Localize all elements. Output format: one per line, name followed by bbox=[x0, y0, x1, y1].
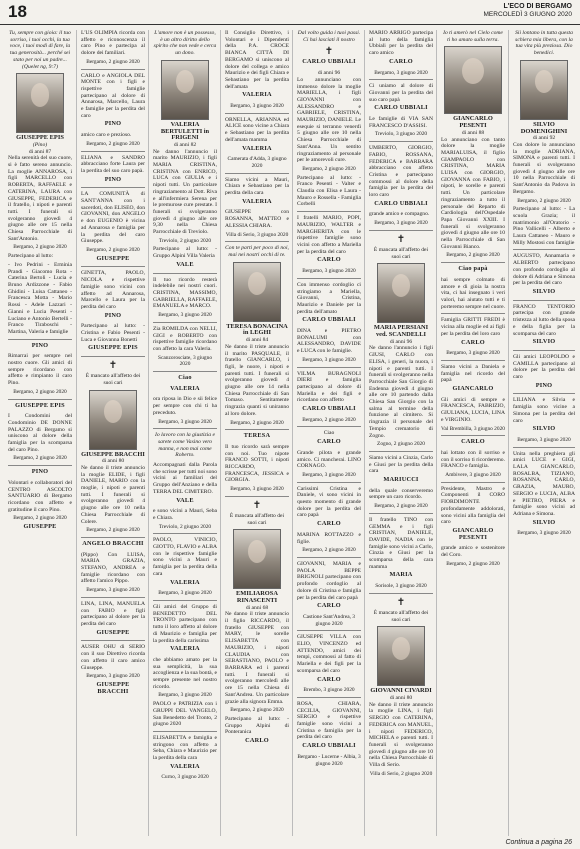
age: di anni 92 bbox=[532, 135, 556, 142]
notice-name: VALERIA bbox=[242, 197, 272, 205]
notice-text: GIOVANNI, MARIA e PAOLA BEPPE BRIGNOLI partecipano con profondo cordoglio al dolore di Cristina e famiglia per la perdita del caro papà bbox=[297, 561, 361, 601]
notice-text: MARIO ARRIGO partecipa al lutto della famiglia Ubbiali per la perdita del caro amico bbox=[369, 30, 433, 57]
notice-text: Ci uniamo al dolore di Giovanni per la perdita del suo caro papà bbox=[369, 83, 433, 103]
divider bbox=[297, 557, 361, 558]
divider bbox=[513, 447, 575, 448]
notice-name: PINO bbox=[535, 381, 553, 389]
notice-name: GIANCARLO bbox=[452, 385, 494, 393]
divider bbox=[297, 278, 361, 279]
notice-date: Bergamo, 2 giugno 2020 bbox=[230, 419, 284, 426]
notice-text: Siamo vicini a Daniela e famiglia nel ricordo del papà bbox=[441, 363, 505, 384]
notice-name: GIUSEPPE bbox=[23, 523, 57, 531]
portrait-photo bbox=[520, 60, 568, 120]
divider bbox=[153, 322, 217, 323]
page-header bbox=[0, 0, 580, 25]
notice-text: grande amico e sostenitore del Coro. bbox=[441, 545, 505, 559]
divider bbox=[153, 600, 217, 601]
notice-text: Siamo vicini a Cinzia, Carlo e Giusi per la perdita della cara bbox=[369, 454, 433, 475]
deceased-name: GIOVANNI CIVARDI bbox=[370, 687, 432, 695]
notice-date: Treviolo, 3 giugno 2020 bbox=[374, 131, 428, 138]
divider bbox=[81, 640, 145, 641]
notice-date: Bergamo, 3 giugno 2020 bbox=[158, 418, 212, 425]
notice-name: CARLO UBBIALI bbox=[374, 199, 428, 207]
notice-text: Il fratello TINO con GEMMA e i figli CRISTIAN, DANIELE, DAVIDE, NADIA con le famiglie sono vicini a Carlo, Cinzia e Giusi per la scomparsa della cara mamma bbox=[369, 516, 433, 570]
divider bbox=[441, 435, 505, 436]
notice-text: Il Consiglio Direttivo, i Volontari e i Dipendenti della P.A. CROCE BIANCA CITTÀ DI BERGAMO si uniscono al dolore del collega e amico Maurizio e dei figli Chiara e Sebastiano per la perdita dell'amata bbox=[225, 30, 289, 90]
notice-date: Bergamo, 2 giugno 2020 bbox=[13, 388, 67, 395]
notice-name: VALERIA bbox=[170, 645, 200, 653]
age: di anni 80 bbox=[389, 695, 413, 701]
notice-name: SILVIO bbox=[532, 425, 556, 433]
divider bbox=[297, 482, 361, 483]
notice-text: L'US OLIMPIA ricorda con affetto e riconoscenza il caro Pino e partecipa al dolore dei familiari. bbox=[81, 30, 145, 57]
deceased-name: SILVIO DOMENIGHINI bbox=[520, 120, 568, 135]
divider bbox=[225, 241, 289, 242]
notice-date: Bergamo, 3 giugno 2020 bbox=[374, 220, 428, 227]
notice-text: Le famiglie di VIA SAN FRANCESCO D'ASSISI. bbox=[369, 116, 433, 129]
deceased-name: GIANCARLO PESENTI bbox=[453, 115, 493, 130]
notice-name: CARLO bbox=[245, 737, 269, 745]
notice-date: Bergamo, 2 giugno 2020 bbox=[86, 140, 140, 147]
notice-date: Bergamo, 3 giugno 2020 bbox=[517, 530, 571, 537]
notice-date: Bergamo, 2 giugno 2020 bbox=[302, 547, 356, 554]
quote: Dal volto guida i tuoi passi. Ci hai lasciati il nostro bbox=[297, 30, 361, 43]
age: di anni 96 bbox=[389, 338, 413, 345]
notice-name: PINO bbox=[104, 120, 122, 128]
divider bbox=[369, 513, 433, 514]
notice-date: Camerata d'Adda, 3 giugno 2020 bbox=[227, 156, 287, 169]
divider bbox=[153, 428, 217, 429]
notice-text: ELISABETTA e famiglia e stringono con affetto a Seba, Chiara e Maurizio per la perdita della cara bbox=[153, 734, 217, 762]
divider bbox=[441, 360, 505, 361]
notice-text: Partecipano al lutto: - Gruppo Alpini di Ponteranica bbox=[225, 715, 289, 736]
notice-text: VILMA BURAGNOLI DIERI e famiglia partecipano al dolore di Mariella e dei figli e ricordano con affetto bbox=[297, 370, 361, 404]
divider bbox=[81, 187, 145, 188]
divider bbox=[297, 630, 361, 631]
divider bbox=[8, 465, 72, 466]
divider bbox=[513, 393, 575, 394]
notice-text: Rimarrai per sempre nel nostro cuore. Gli amici di sempre ricordano con affetto e rimpianto il caro Pino. bbox=[8, 353, 72, 387]
portrait-photo bbox=[233, 529, 281, 589]
notice-name: CARLO bbox=[317, 520, 341, 528]
age: di anni 84 bbox=[245, 337, 269, 344]
column-5 bbox=[292, 30, 365, 836]
notice-text: Ne danno l'annuncio i figli GIUSI, CARLO con ELISA, i generi, la nuora, i nipoti e parenti tutti. I funerali si svolgeranno nella Parrocchiale San Giorgio di Endenna giovedì 4 giugno alle ore 10 partendo dalla Chiesa San Giorgio con la salma al termine della funzione al cimitero. Si ringrazia il personale del Tempio crematorio di Zogno. bbox=[369, 345, 433, 439]
quote: Io ti amerò nel Cielo come ti ho amato sulla terra. bbox=[443, 30, 503, 43]
notice-text: Ne danno il triste annuncio il figlio RICCARDO, il fratello GIUSEPPE con MARY, le sorelle ELISABETTA con MAURIZIO, i nipoti CLAUDIA con SEBASTIANO, PAOLO e BARBARA ed i parenti tutti. I funerali si svolgeranno mercoledì alle ore 15 nella Chiesa di Sant'Andrea. Un particolare grazie alla signora Emma. bbox=[225, 611, 289, 705]
notice-name: CARLO UBBIALI bbox=[302, 316, 356, 324]
divider bbox=[225, 173, 289, 174]
notice-date: Ambivere, 3 giugno 2020 bbox=[445, 472, 501, 479]
notice-text: DINA e PIETRO BONALUMI con ALESSANDRO, DAVIDE e LUCA con le famiglie. bbox=[297, 328, 361, 355]
notice-text: Famiglia GRITTI FREDI è vicina alla moglie ed ai figli per la perdita del loro caro bbox=[441, 317, 505, 337]
notice-date: Bergamo, 2 giugno 2020 bbox=[302, 416, 356, 423]
notice-date: Bergamo, 2 giugno 2020 bbox=[302, 165, 356, 172]
notice-name: MARIUCCI bbox=[383, 476, 419, 484]
divider bbox=[369, 230, 433, 231]
notice-text: Lo annunciano con tanto dolore la moglie MARIALUISA, il figlio GIAMPAOLO con CRISTINA, MARIA LUISA con GIORGIO, GIOVANNA con FABIO, i nipoti, le sorelle e parenti tutti. Un particolare ringraziamento a tutto il personale del Reparto di Cardiologia dell'Ospedale Papa Giovanni XXIII. I funerali si svolgeranno giovedì 4 giugno alle ore 10 nella Parrocchiale di San Giovanni Bianco. bbox=[441, 136, 505, 250]
deceased-name: EMILIAROSA RINASCENTI bbox=[236, 590, 278, 604]
notice-text: Volontari e collaboratori del CENTRO ASCOLTO SANTUARIO di Bergamo ricordano con affetto e gratitudine il caro Pino. bbox=[8, 479, 72, 513]
notice-text: PAOLO, VINICIO, GIOTTO, FLAVIO e ALBA con le rispettive famiglie sono vicini a Mauri e famiglia per la perdita della cara bbox=[153, 537, 217, 577]
divider bbox=[297, 697, 361, 698]
notice-text: UMBERTO, GIORGIO, FABIO, ROSSANA, FEDERICA e BARBARA abbracciano con affetto Cristina e partecipano commossi al dolore della famiglia per la perdita del loro caro bbox=[369, 145, 433, 199]
portrait-photo bbox=[444, 46, 502, 114]
notice-text: Gli amici di sempre e FRANCESCA, FABRIZIO, GIULIANA, LUCIA, LINA e VIRGINIO. bbox=[441, 396, 505, 423]
notice-name: PINO bbox=[31, 341, 49, 349]
column-2 bbox=[76, 30, 149, 836]
notice-name: CARLO bbox=[317, 602, 341, 610]
column-8 bbox=[508, 30, 579, 836]
notice-text: hai lottato con il sorriso e con il sorriso ti ricorderemo. FRANCO e famiglia. bbox=[441, 449, 505, 470]
portrait-photo bbox=[89, 390, 137, 450]
age: di anni 88 bbox=[461, 129, 485, 136]
notice-text: Grande pilota e grande amico. Ci mancherai. LINO CORNAGO. bbox=[297, 449, 361, 470]
notice-text: Partecipano al lutto: - La scuola Grazia; il matrimonio all'Oratorio - Pino Vallicelli - Alberto e Laura Cattaneo - Mauro e Milly Mostosi con famiglie bbox=[513, 206, 575, 246]
quote: Sii lontano in tutta questa schiera mia libera, con la tua vita più preziosa. Dio benedici. bbox=[515, 30, 573, 57]
notice-text: AUGUSTO, Annamaria e ALBERTO partecipano con profondo cordoglio al dolore di Adriana e Simona per la perdita del caro bbox=[513, 253, 575, 287]
notice-date: Bergamo, 3 giugno 2020 bbox=[302, 268, 356, 275]
notice-text: Carissimi Cristina e Daniele, vi sono vicini in questo momento di grande dolore per la perdita del caro papà bbox=[297, 485, 361, 519]
masthead bbox=[484, 3, 573, 19]
notice-intro: È mancato all'affetto dei suoi cari bbox=[85, 373, 141, 386]
notice-text: Siamo vicini a Mauri, Chiara e Sebastiano per la perdita della cara bbox=[225, 176, 289, 197]
notice-date: Val Brembilla, 3 giugno 2020 bbox=[441, 425, 505, 432]
notice-date: Curno, 3 giugno 2020 bbox=[161, 774, 209, 781]
notice-name: CARLO bbox=[461, 338, 485, 346]
notice-name: VALERIA bbox=[170, 578, 200, 586]
cross-icon: ✝ bbox=[252, 499, 262, 511]
notice-name: SILVIO bbox=[532, 287, 556, 295]
notice-intro: È mancata all'affetto dei suoi cari bbox=[373, 246, 429, 260]
deceased-name: GIUSEPPE EPIS bbox=[16, 134, 64, 142]
notice-text: ORNELLA, ARIANNA ed ALICE sono vicine a Chiara e Sebastiano per la perdita dell'amata mamma bbox=[225, 116, 289, 143]
age: di anni 80 bbox=[101, 458, 125, 465]
notice-text: Il tuo ricordo sarà sempre con noi. Tuo nipote FRANCO SOTTI, i nipoti RICCARDO, FRANCESCA, JESSICA e GIORGIA. bbox=[225, 443, 289, 484]
notice-name: PINO bbox=[104, 175, 122, 183]
quote: Tu, sempre con gioia: il tuo sorriso, i tuoi occhi, la tua voce, i tuoi modi di fare, la tua generosità... perché sei stato per noi un padre... (Quelet ng, 9:7) bbox=[9, 30, 71, 70]
portrait-photo bbox=[16, 73, 64, 133]
notice-text: CARLO e ANGIOLA DEL MONTE con i figli e rispettive famiglie partecipano al dolore di Annarosa, Marcello, Laura e famiglie per la perdita del caro bbox=[81, 72, 145, 119]
divider bbox=[8, 399, 72, 400]
notice-text: Lo annunciano con immenso dolore la moglie MARIELLA, i figli GIOVANNI con ALESSANDRO e GABRIELE, CRISTINA, MAURIZIO, DANIELE. Le esequie si terranno venerdì 5 giugno alle ore 10 nella Chiesa Parrocchiale di Sant'Anna. Un sentito ringraziamento al personale per le amorevoli cure. bbox=[297, 76, 361, 164]
notice-text: Ne danno il triste annuncio la moglie ELIDE, i figli DANIELE, MARIO con la moglie, i nipoti e parenti tutti. I funerali si svolgeranno giovedì 4 giugno alle ore 10 nella Chiesa Parrocchiale di Colere. bbox=[81, 464, 145, 525]
quote: Con te parti per poco di noi, mai nei nostri occhi di te. bbox=[225, 245, 289, 258]
divider bbox=[441, 262, 505, 263]
nickname: (Pino) bbox=[32, 141, 48, 148]
notice-text: GIUSEPPE con ROSANNA, MATTEO e ALESSIA CHIARA. bbox=[225, 209, 289, 229]
deceased-name: VALERIA BERTULETTI in FRIGENI bbox=[160, 120, 210, 142]
divider bbox=[441, 482, 505, 483]
divider bbox=[153, 731, 217, 732]
notice-name: GIUSEPPE BRACCHI bbox=[96, 680, 130, 695]
notice-date: Bergamo, 2 giugno 2020 bbox=[374, 503, 428, 510]
notice-name: ANGELO BRACCHI bbox=[82, 539, 144, 547]
notice-name: VALE bbox=[176, 496, 194, 504]
page-number: 18 bbox=[8, 2, 27, 21]
notice-intro: È mancato all'affetto dei suoi cari bbox=[373, 609, 429, 623]
notice-text: Il tuo ricordo resterà indelebile nei nostri cuori. CRISTINA, MASSIMO, GABRIELLA, RAFFAELE, EMANUELA e MARCO. bbox=[153, 276, 217, 310]
age: di anni 68 bbox=[245, 604, 269, 611]
notice-name: Ciao papà bbox=[458, 265, 488, 273]
divider bbox=[81, 69, 145, 70]
age: di anni 96 bbox=[317, 70, 341, 77]
notice-date: Bergamo, 3 giugno 2020 bbox=[158, 590, 212, 597]
divider bbox=[369, 451, 433, 452]
notice-text: I Condomini del Condominio DE DONNE PALAZZO di Bergamo si uniscono al dolore della famiglia per la scomparsa del caro Pino. bbox=[8, 413, 72, 453]
notice-text: I fratelli MARIO, POPI, MAURIZIO, WALTER e MARGHERITA con le rispettive famiglie sono vicini con affetto a Mariella per la perdita del caro bbox=[297, 215, 361, 255]
continued-note: Continua a pagina 26 bbox=[505, 839, 572, 846]
notice-text: Ne danno l'annuncio il marito MAURIZIO, i figli MARIA CRISTINA, CRISTINA con ENRICO, LUCA con GIULIA e i nipoti tutti. Un particolare ringraziamento al Dott. Riva e all'infermiera Serena per le premurose cure prestate. I funerali si svolgeranno giovedì 4 giugno alle ore 9,30 nella Chiesa Parrocchiale di Treviolo. bbox=[153, 148, 217, 236]
notice-date: Scanzorosciate, 3 giugno 2020 bbox=[157, 354, 213, 368]
notice-date: Bergamo, 3 giugno 2020 bbox=[158, 692, 212, 699]
column-7 bbox=[436, 30, 509, 836]
divider bbox=[153, 273, 217, 274]
issue-date: MERCOLEDÌ 3 GIUGNO 2020 bbox=[483, 11, 572, 18]
notice-name: VALERIA bbox=[170, 762, 200, 770]
age: di anni 82 bbox=[173, 141, 197, 148]
notice-name: Ciao bbox=[178, 374, 192, 382]
notice-date: Bergamo, 3 giugno 2020 bbox=[86, 587, 140, 594]
notice-name: SILVIO bbox=[532, 338, 556, 346]
notice-date: Bergamo, 3 giugno 2020 bbox=[302, 471, 356, 478]
divider bbox=[8, 339, 72, 340]
divider bbox=[225, 113, 289, 114]
notice-date: Bergamo, 3 giugno 2020 bbox=[86, 673, 140, 680]
notice-name: TERESA bbox=[243, 432, 271, 440]
divider bbox=[81, 537, 145, 538]
divider bbox=[297, 211, 361, 212]
divider bbox=[513, 300, 575, 301]
notice-text: PAOLO e PATRIZIA con i GRUPPI DEL VANGELO, San Benedetto del Tronto, 2 giugno 2020 bbox=[153, 701, 217, 728]
divider bbox=[153, 533, 217, 534]
notice-text: della quale conserveremo sempre un caro ricordo. bbox=[369, 487, 433, 501]
notice-text: grande amico e compagno. bbox=[369, 211, 430, 218]
notice-date: Villa di Serio, 2 giugno 2020 bbox=[369, 770, 433, 777]
cross-icon: ✝ bbox=[108, 360, 118, 372]
notice-date: Bergamo, 2 giugno 2020 bbox=[517, 197, 571, 204]
notice-name: VALERIA bbox=[242, 144, 272, 152]
notice-name: SILVIO bbox=[532, 518, 556, 526]
divider bbox=[81, 597, 145, 598]
notice-date: Treviolo, 2 giugno 2020 bbox=[158, 523, 212, 530]
divider bbox=[369, 141, 433, 142]
notice-text: MARINA ROTTAZZO e figlie. bbox=[297, 531, 361, 545]
notice-text: ELIANA e SANDRO abbracciano forte Laura per la perdita del suo caro papà. bbox=[81, 154, 145, 174]
notice-text: amico caro e prezioso. bbox=[81, 132, 132, 139]
column-3 bbox=[148, 30, 221, 836]
notice-text: ROSA, CHIARA, CECILIA, GIOVANNI, SERGIO e rispettive famiglie sono vicini a Cristina e famiglia per la perdita del caro bbox=[297, 700, 361, 741]
notice-text: Presidente, Mastro e Componenti il CORO FIORDIMONTE profondamente addolorati, sono vicini alla famiglia del caro bbox=[441, 485, 505, 526]
notice-date: Bergamo, 3 giugno 2020 bbox=[302, 356, 356, 363]
portrait-photo bbox=[233, 262, 281, 322]
notice-date: Bergamo, 3 giugno 2020 bbox=[230, 103, 284, 110]
deceased-name: GIUSEPPE BRACCHI bbox=[81, 450, 145, 458]
list-title: Partecipano al lutto: bbox=[8, 253, 54, 260]
notice-name: GIUSEPPE EPIS bbox=[88, 344, 138, 352]
notice-date: Treviolo, 2 giugno 2020 bbox=[158, 237, 212, 244]
notice-name: VALERIA bbox=[170, 384, 200, 392]
notice-text: (Pippo) Con LUISA, MARIA GRAZIA, STEFANO, ANDREA e famiglie ricordano con affetto l'amico Pippo. bbox=[81, 551, 145, 585]
notice-date: Bergamo, 2 giugno 2020 bbox=[86, 527, 140, 534]
notice-text: Gli amici del Gruppo di BENEDETTO DEL TRONTO partecipano con tutto il loro affetto al dolore di Maurizio e famiglia per la perdita della carissima bbox=[153, 604, 217, 644]
notice-date: Bergamo, 3 giugno 2020 bbox=[374, 69, 428, 76]
notice-text: Con immenso cordoglio ci stringiamo a Mariella, Giovanni, Cristina, Maurizio e Daniele per la perdita dell'amato bbox=[297, 281, 361, 315]
notice-date: Bergamo, 2 giugno 2020 bbox=[86, 246, 140, 253]
column-6 bbox=[364, 30, 437, 836]
notice-date: Bergamo, 2 giugno 2020 bbox=[446, 252, 500, 259]
quote: L'amore non è un possesso, è un altro diritto dello spirito che non vede e cerca un dono. bbox=[153, 30, 217, 57]
notice-name: CARLO UBBIALI bbox=[302, 742, 356, 750]
notice-date: Bergamo, 2 giugno 2020 bbox=[446, 560, 500, 567]
notice-text: Ne danno il triste annuncio la moglie LINA, i figli SERGIO con CATERINA, FEDERICA con MANUEL, i nipoti FEDERICO, MICHELA e parenti tutti. I funerali si svolgeranno giovedì 4 giugno alle ore 10 nella Chiesa Parrocchiale di Villa di Serio. bbox=[369, 701, 433, 769]
notice-date: Villa di Serio, 3 giugno 2020 bbox=[225, 231, 289, 238]
divider bbox=[369, 593, 433, 594]
notice-name: CARLO UBBIALI bbox=[374, 104, 428, 112]
divider bbox=[513, 350, 575, 351]
divider bbox=[81, 356, 145, 357]
divider bbox=[513, 249, 575, 250]
notice-intro: È mancata all'affetto dei suoi cari bbox=[229, 512, 285, 526]
notice-date: Brembo, 3 giugno 2020 bbox=[303, 687, 355, 694]
divider bbox=[81, 266, 145, 267]
quote: Io lavoro con la giustizia e sarete come Vasino vero manna, e non mai come Roberto. bbox=[155, 432, 215, 459]
notice-text: Partecipano al lutto: - Cristina e Fabio Pesenti - Luca e Giovanna Bonetti bbox=[81, 323, 145, 343]
divider bbox=[297, 426, 361, 427]
divider bbox=[225, 496, 289, 497]
notice-name: CARLO bbox=[317, 438, 341, 446]
notice-date: Sorisole, 3 giugno 2020 bbox=[375, 583, 427, 590]
notice-name: CARLO bbox=[317, 675, 341, 683]
divider bbox=[441, 313, 505, 314]
notice-text: LINA, LINA, MANUELA con FABIO e figli partecipano al dolore per la perdita del caro bbox=[81, 600, 145, 627]
notice-text: Partecipano al lutto: - Gruppo Alpini Villa Valeria bbox=[153, 246, 217, 260]
divider bbox=[369, 79, 433, 80]
notice-name: CARLO bbox=[317, 256, 341, 264]
notice-text: che abbiamo amato per la sua semplicità, la sua accoglienza e la sua bontà, e sempre presente nel nostro ricordo. bbox=[153, 656, 217, 690]
age: di anni 87 bbox=[28, 148, 52, 155]
notice-text: Zia ROMILDA con NELLI, GIGI e ROBERTO con rispettive famiglie ricordano con affetto la cara Valeria. bbox=[153, 325, 217, 352]
notice-name: PINO bbox=[31, 468, 49, 476]
notice-date: Bergamo, 3 giugno 2020 bbox=[158, 312, 212, 319]
notice-date: Bergamo, 2 giugno 2020 bbox=[13, 515, 67, 522]
divider bbox=[225, 429, 289, 430]
deceased-name: MARIA PERSIANI ved. SCANDELLI bbox=[373, 324, 429, 338]
notice-date: Bergamo, 3 giugno 2020 bbox=[517, 436, 571, 443]
portrait-photo bbox=[377, 626, 425, 686]
notice-text: Partecipano al lutto: - Franco Pesenti - Valter e Claudia con Elisa e Laura - Mauro e Rossella - Famiglia Corbelli bbox=[297, 174, 361, 208]
notice-name: CARLO bbox=[461, 438, 485, 446]
cross-icon: ✝ bbox=[396, 233, 406, 245]
notice-date: Bergamo, 2 giugno 2020 bbox=[86, 58, 140, 65]
notice-date: Bergamo, 2 giugno 2020 bbox=[13, 244, 67, 251]
notice-text: LILIANA e Silvia e famiglia sono vicine a Simona per la perdita del caro bbox=[513, 397, 575, 424]
notice-text: LA COMUNITÀ di SANT'ANNA con i sacerdoti, don ELISEO, don GIOVANNI, don ANGELO e don EUGENIO è vicina ad Annarosa e famiglia per la perdita del caro Giuseppe. bbox=[81, 191, 145, 245]
cross-icon: ✝ bbox=[396, 596, 406, 608]
divider bbox=[81, 151, 145, 152]
notice-text: FRANCO TENTORIO partecipa con grande tristezza al lutto della sposa e della figlia per la scomparsa del caro bbox=[513, 303, 575, 337]
notice-text: hai sempre colmato di amore e di gioia la nostra vita, ci hai insegnato i veri valori, hai aiutato tutti e ti porteremo sempre nel cuore. bbox=[441, 276, 505, 310]
deceased-name: CARLO UBBIALI bbox=[302, 58, 356, 66]
deceased-name: TERESA BONACINA in LEGHI bbox=[226, 322, 288, 337]
newspaper-name: L'ECO DI BERGAMO bbox=[503, 3, 572, 10]
notice-text: Ne danno il triste annuncio il marito PASQUALE, il fratello GIANCARLO, i figli, le nuore, i nipoti e parenti tutti. I funerali si svolgeranno giovedì 4 giugno alle ore 14 nella Chiesa Parrocchiale di San Tomaso. Sentitamente ringrazia quanti si uniranno al loro dolore. bbox=[225, 343, 289, 417]
notice-text: GIUSEPPE VILLA con ELIO, VINCENZO ed ATTENDO, amici dei tempi, commossi al fatto di Mariella e dei figli per la scomparsa del caro bbox=[297, 634, 361, 674]
notice-date: Bergamo, 3 giugno 2020 bbox=[230, 486, 284, 493]
portrait-photo bbox=[377, 263, 425, 323]
column-4 bbox=[220, 30, 293, 836]
notice-date: Bergamo, 2 giugno 2020 bbox=[13, 455, 67, 462]
notice-text: ora riposa in Dio e sii felice per sempre con chi ti ha preceduto. bbox=[153, 396, 217, 416]
notice-name: GIUSEPPE bbox=[96, 254, 130, 262]
notice-text: Ciao bbox=[323, 430, 335, 437]
notice-text: Unita nella preghiera gli amici LUCE e GIGI, LALA GIANCARLO, ROSALBA, TIZIANO, ROSANNA, CARLO, GRAZIA, MAURO, SERGIO e LUCIA, ALBA e PIETRO, PIERA e famiglie sono vicini ad Adriana e Simona. bbox=[513, 450, 575, 517]
notice-date: Bergamo, 2 giugno 2020 bbox=[230, 707, 284, 714]
notice-date: Bergamo, 3 giugno 2020 bbox=[446, 350, 500, 357]
notice-name: CARLO bbox=[389, 57, 413, 65]
notice-name: VALERIA bbox=[242, 91, 272, 99]
notice-name: PINO bbox=[104, 311, 122, 319]
divider bbox=[297, 367, 361, 368]
notice-text: GINETTA, PAOLO, NICOLA e rispettive famiglie sono vicini con affetto ad Annarosa, Marcello e Laura per la perdita del caro bbox=[81, 270, 145, 310]
notice-date: Castione Sant'Andrea, 3 giugno 2020 bbox=[302, 613, 356, 627]
cross-icon: ✝ bbox=[324, 46, 334, 58]
divider bbox=[153, 371, 217, 372]
notice-date: Bergamo - Lucerne - Albia, 3 giugno 2020 bbox=[297, 753, 361, 767]
column-1 bbox=[4, 30, 76, 836]
notice-name: VALE bbox=[176, 260, 194, 268]
notice-name: GIANCARLO PESENTI bbox=[452, 526, 494, 541]
notice-text: Gli amici LEOPOLDO e CAMILLA partecipano al dolore per la perdita del caro bbox=[513, 353, 575, 381]
notice-text: Con dolore lo annunciano la moglie ADRIANA, SIMONA e parenti tutti. I funerali si svolgeranno giovedì 4 giugno alle ore 10 nella Parrocchiale di Sant'Antonio da Padova in Bergamo. bbox=[513, 141, 575, 195]
notice-text: e sono vicini a Mauri, Seba e Chiara. bbox=[153, 508, 217, 521]
notice-name: CARLO UBBIALI bbox=[302, 405, 356, 413]
notice-date: Zogno, 2 giugno 2020 bbox=[377, 441, 425, 448]
notice-name: GIUSEPPE EPIS bbox=[15, 401, 65, 409]
condolence-list: - Ivo Pedrini - Erminia Prandi - Giacomo Rota - Caterina Bertoli - Lucia e Bruno Ardizzone - Fabio Ghidini - Luisa Cattaneo - Francesca Motta - Mario Rossi - Adele Lazzari - Gianni e Lucia Pesenti - Luciano e Antonio Bertelli - Franco Tiraboschi - Martina, Valeria e famiglie bbox=[8, 261, 72, 335]
notice-text: AUSER OHU di SERIO con il suo Direttivo ricorda con affetto il caro amico Giuseppe. bbox=[81, 644, 145, 671]
portrait-photo bbox=[161, 60, 209, 120]
notice-name: MARIA bbox=[389, 571, 413, 579]
notice-name: GIUSEPPE bbox=[96, 628, 130, 636]
notice-text: Nella serenità del suo cuore, si è fatto sereno annuncio. La moglie ANNAROSA, i figli MARCELLO con ROBERTA, RAFFAELE e CATERINA, LAURA con GIUSEPPE, FEDERICA e il fratello, i nipoti e parenti tutti. I funerali si svolgeranno giovedì 4 giugno alle ore 15 nella Chiesa Parrocchiale di Sant'Antonio. bbox=[8, 155, 72, 242]
obituary-columns bbox=[4, 30, 578, 836]
notice-text: Accompagnati dalla Parola che scrisse per tutti noi sono vicini ai familiari del Gruppo dell'Anziano e della TERRA DEL CIMITERO. bbox=[153, 462, 217, 495]
